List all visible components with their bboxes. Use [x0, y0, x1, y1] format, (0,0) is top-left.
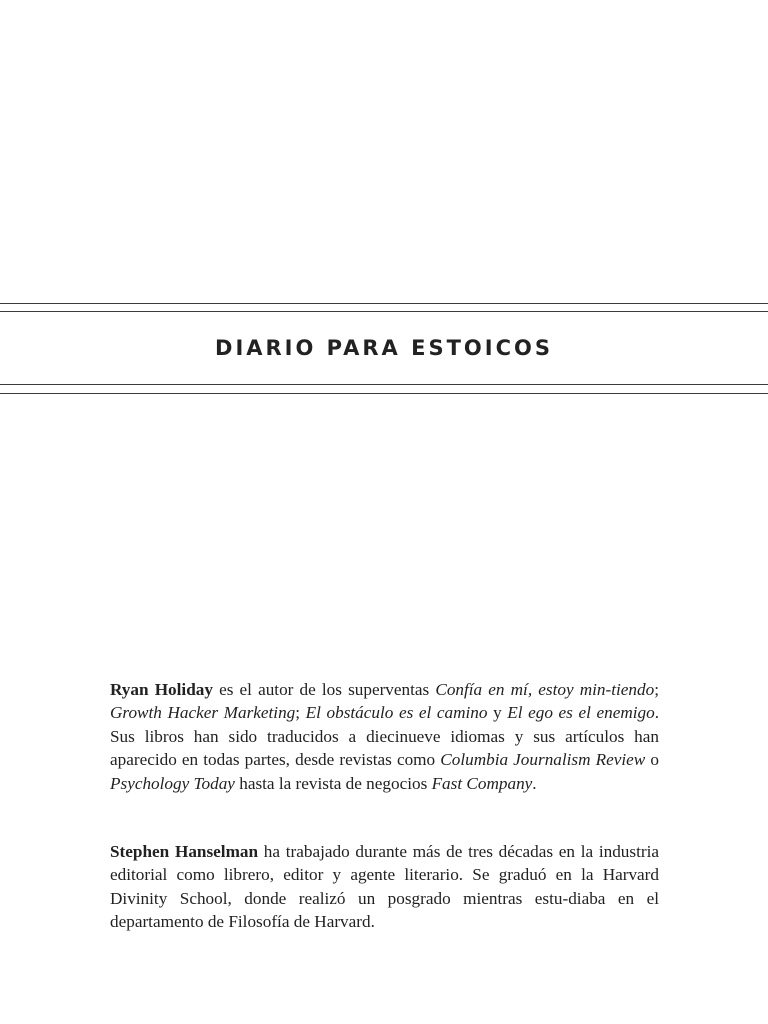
bottom-rule-inner: [0, 384, 768, 385]
bio-text: . Sus libros han sido traducidos a diecinueve idiomas y sus artículos han aparecido en todas partes, desde revistas como: [110, 703, 659, 770]
bio-text: y: [487, 703, 508, 723]
top-rule-outer: [0, 303, 768, 304]
book-title: El ego es el enemigo: [507, 703, 655, 723]
bottom-rule-outer: [0, 393, 768, 394]
bio-text: .: [532, 773, 537, 793]
book-title: Growth Hacker Marketing: [110, 703, 296, 723]
top-rule-inner: [0, 311, 768, 312]
bio-text: ha trabajado durante más de tres décadas en la industria editorial como librero, editor y agente literario. Se graduó en la Harvard Divinity School, donde realizó un posgrado mientras estu-diaba en el departamento de Filosofía de Harvard.: [110, 842, 659, 932]
author-bio-ryan-holiday: [110, 678, 659, 795]
bio-text: hasta la revista de negocios: [234, 773, 432, 793]
author-name: Stephen Hanselman: [110, 842, 259, 861]
bio-text: ;: [295, 703, 306, 723]
magazine-title: Psychology Today: [110, 773, 235, 793]
magazine-title: Fast Company: [431, 773, 533, 793]
magazine-title: Columbia Journalism Review: [440, 750, 646, 770]
author-bio-stephen-hanselman: [110, 840, 659, 934]
book-title: Confía en mí, estoy min-tiendo: [435, 680, 655, 699]
bio-text: o: [645, 750, 659, 770]
bio-text: es el autor de los superventas: [212, 680, 436, 699]
book-title: El obstáculo es el camino: [305, 703, 488, 723]
page-title: DIARIO PARA ESTOICOS: [215, 336, 553, 360]
bio-text: ;: [654, 680, 659, 699]
author-name: Ryan Holiday: [110, 680, 213, 699]
